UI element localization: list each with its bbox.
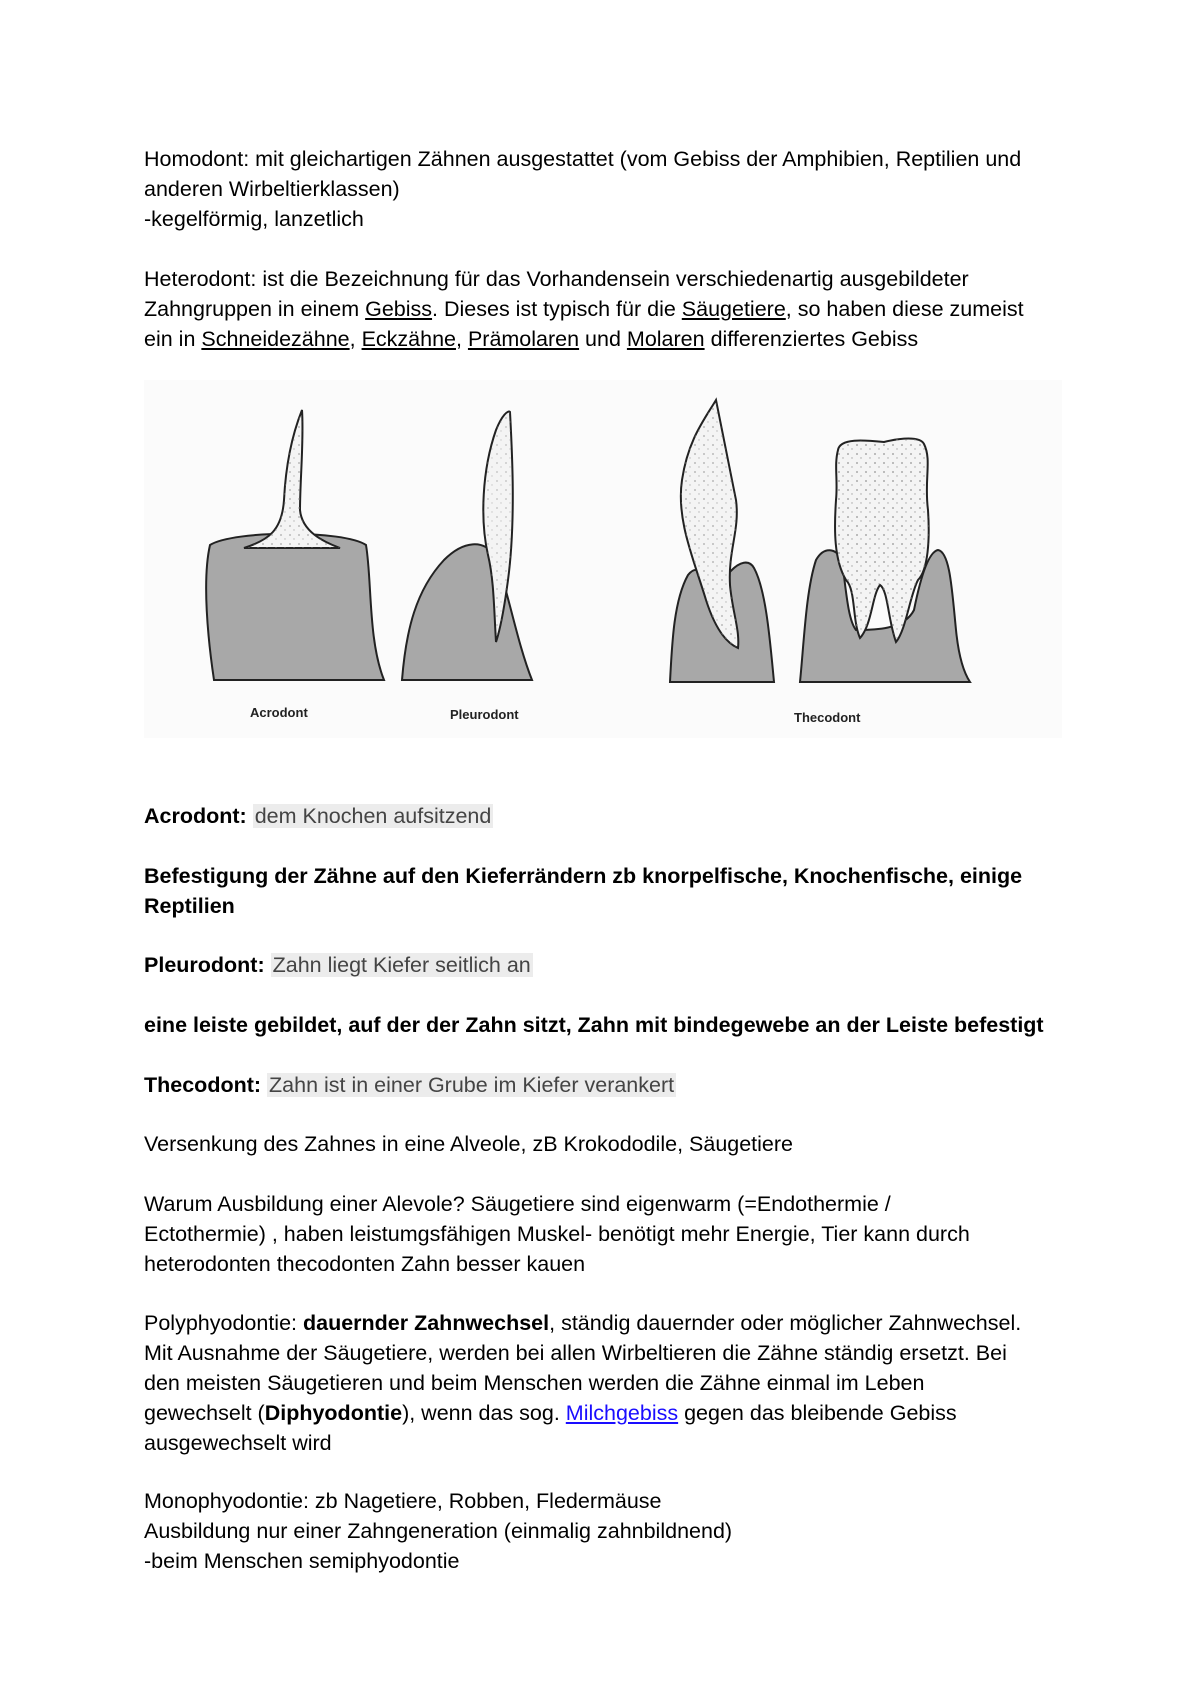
thecodont-canine-illustration: [670, 400, 774, 682]
text-segment: ), wenn das sog.: [402, 1401, 566, 1425]
bold-text: eine leiste gebildet, auf der der Zahn sitzt, Zahn mit bindegewebe an der Leiste befestigt: [144, 1013, 1044, 1037]
acrodont-illustration: [206, 410, 384, 680]
mono-line-1: Monophyodontie: zb Nagetiere, Robben, Fledermäuse: [144, 1489, 662, 1513]
acrodont-jaw: [206, 534, 384, 680]
mono-line-3: -beim Menschen semiphyodontie: [144, 1549, 460, 1573]
alveole-line-1: Warum Ausbildung einer Alevole? Säugetiere sind eigenwarm (=Endothermie /: [144, 1192, 891, 1216]
bold-text: Befestigung der Zähne auf den Kieferrändern zb knorpelfische, Knochenfische, einige: [144, 864, 1023, 888]
pleurodont-desc-line: [144, 1010, 1074, 1040]
polyphyodontie-paragraph: [144, 1308, 1074, 1458]
mono-line-2: Ausbildung nur einer Zahngeneration (einmalig zahnbildnend): [144, 1519, 733, 1543]
text-segment: ein in: [144, 327, 202, 351]
poly-line-1: [144, 1308, 1074, 1338]
poly-line-3: den meisten Säugetieren und beim Menschen werden die Zähne einmal im Leben: [144, 1371, 925, 1395]
acrodont-paragraph: [144, 801, 1074, 831]
pleurodont-heading-line: [144, 950, 1074, 980]
text-segment: gewechselt (: [144, 1401, 265, 1425]
acrodont-desc-line-2: [144, 891, 1074, 921]
label-pleurodont: Pleurodont: [450, 707, 519, 722]
heterodont-line-2: [144, 294, 1074, 324]
tooth-diagram: [144, 380, 1062, 738]
link-eckzaehne[interactable]: Eckzähne: [361, 327, 456, 351]
thecodont-paragraph: [144, 1070, 1074, 1100]
heterodont-line-3: [144, 324, 1074, 354]
text-segment: und: [579, 327, 627, 351]
text-segment: ,: [455, 327, 468, 351]
thecodont-heading-line: [144, 1070, 1074, 1100]
poly-line-2: Mit Ausnahme der Säugetiere, werden bei allen Wirbeltieren die Zähne ständig ersetzt. Bei: [144, 1341, 1007, 1365]
acrodont-highlight: dem Knochen aufsitzend: [254, 804, 492, 828]
pleurodont-jaw: [402, 544, 532, 680]
text-segment: , ständig dauernder oder möglicher Zahnwechsel.: [549, 1311, 1022, 1335]
alveole-line-3: heterodonten thecodonten Zahn besser kauen: [144, 1252, 586, 1276]
homodont-line-3: -kegelförmig, lanzetlich: [144, 207, 364, 231]
tooth-attachment-figure: [144, 380, 1062, 738]
label-thecodont: Thecodont: [794, 710, 861, 725]
thecodont-molar-illustration: [800, 439, 970, 683]
pleurodont-highlight: Zahn liegt Kiefer seitlich an: [272, 953, 531, 977]
poly-bold-term: dauernder Zahnwechsel: [302, 1311, 550, 1335]
pleurodont-illustration: [402, 412, 532, 680]
alveole-paragraph: [144, 1189, 1074, 1279]
link-gebiss[interactable]: Gebiss: [365, 297, 433, 321]
text-segment: gegen das bleibende Gebiss: [678, 1401, 957, 1425]
homodont-line-2: anderen Wirbeltierklassen): [144, 177, 400, 201]
text-segment: differenziertes Gebiss: [704, 327, 919, 351]
acrodont-term: Acrodont:: [144, 804, 253, 828]
thecodont-term: Thecodont:: [144, 1073, 268, 1097]
diphyodontie-term: Diphyodontie: [264, 1401, 403, 1425]
text-segment: ,: [349, 327, 362, 351]
thecodont-description: [144, 1129, 1074, 1159]
heterodont-paragraph: [144, 264, 1074, 354]
acrodont-description: [144, 861, 1074, 921]
acrodont-desc-line-1: [144, 861, 1074, 891]
link-schneidezaehne[interactable]: Schneidezähne: [201, 327, 350, 351]
label-acrodont: Acrodont: [250, 705, 308, 720]
pleurodont-description: [144, 1010, 1074, 1040]
link-saeugetiere[interactable]: Säugetiere: [681, 297, 786, 321]
text-segment: . Dieses ist typisch für die: [432, 297, 682, 321]
monophyodontie-paragraph: [144, 1486, 1074, 1576]
thecodont-highlight: Zahn ist in einer Grube im Kiefer verankert: [269, 1073, 675, 1097]
bold-text: Reptilien: [144, 894, 235, 918]
poly-line-4: [144, 1398, 1074, 1428]
link-molaren[interactable]: Molaren: [626, 327, 705, 351]
homodont-line-1: Homodont: mit gleichartigen Zähnen ausgestattet (vom Gebiss der Amphibien, Reptilien und: [144, 147, 1022, 171]
text-segment: Polyphyodontie:: [144, 1311, 303, 1335]
text-segment: , so haben diese zumeist: [785, 297, 1024, 321]
acrodont-heading-line: [144, 801, 1074, 831]
pleurodont-term: Pleurodont:: [144, 953, 271, 977]
poly-line-5: ausgewechselt wird: [144, 1431, 332, 1455]
pleurodont-paragraph: [144, 950, 1074, 980]
alveole-line-2: Ectothermie) , haben leistumgsfähigen Muskel- benötigt mehr Energie, Tier kann durch: [144, 1222, 970, 1246]
link-milchgebiss[interactable]: Milchgebiss: [565, 1401, 679, 1425]
thecodont-desc-line: Versenkung des Zahnes in eine Alveole, zB Krokododile, Säugetiere: [144, 1132, 794, 1156]
text-segment: Zahngruppen in einem: [144, 297, 366, 321]
homodont-paragraph: [144, 144, 1074, 234]
link-praemolaren[interactable]: Prämolaren: [467, 327, 580, 351]
heterodont-line-1: Heterodont: ist die Bezeichnung für das Vorhandensein verschiedenartig ausgebildeter: [144, 267, 969, 291]
